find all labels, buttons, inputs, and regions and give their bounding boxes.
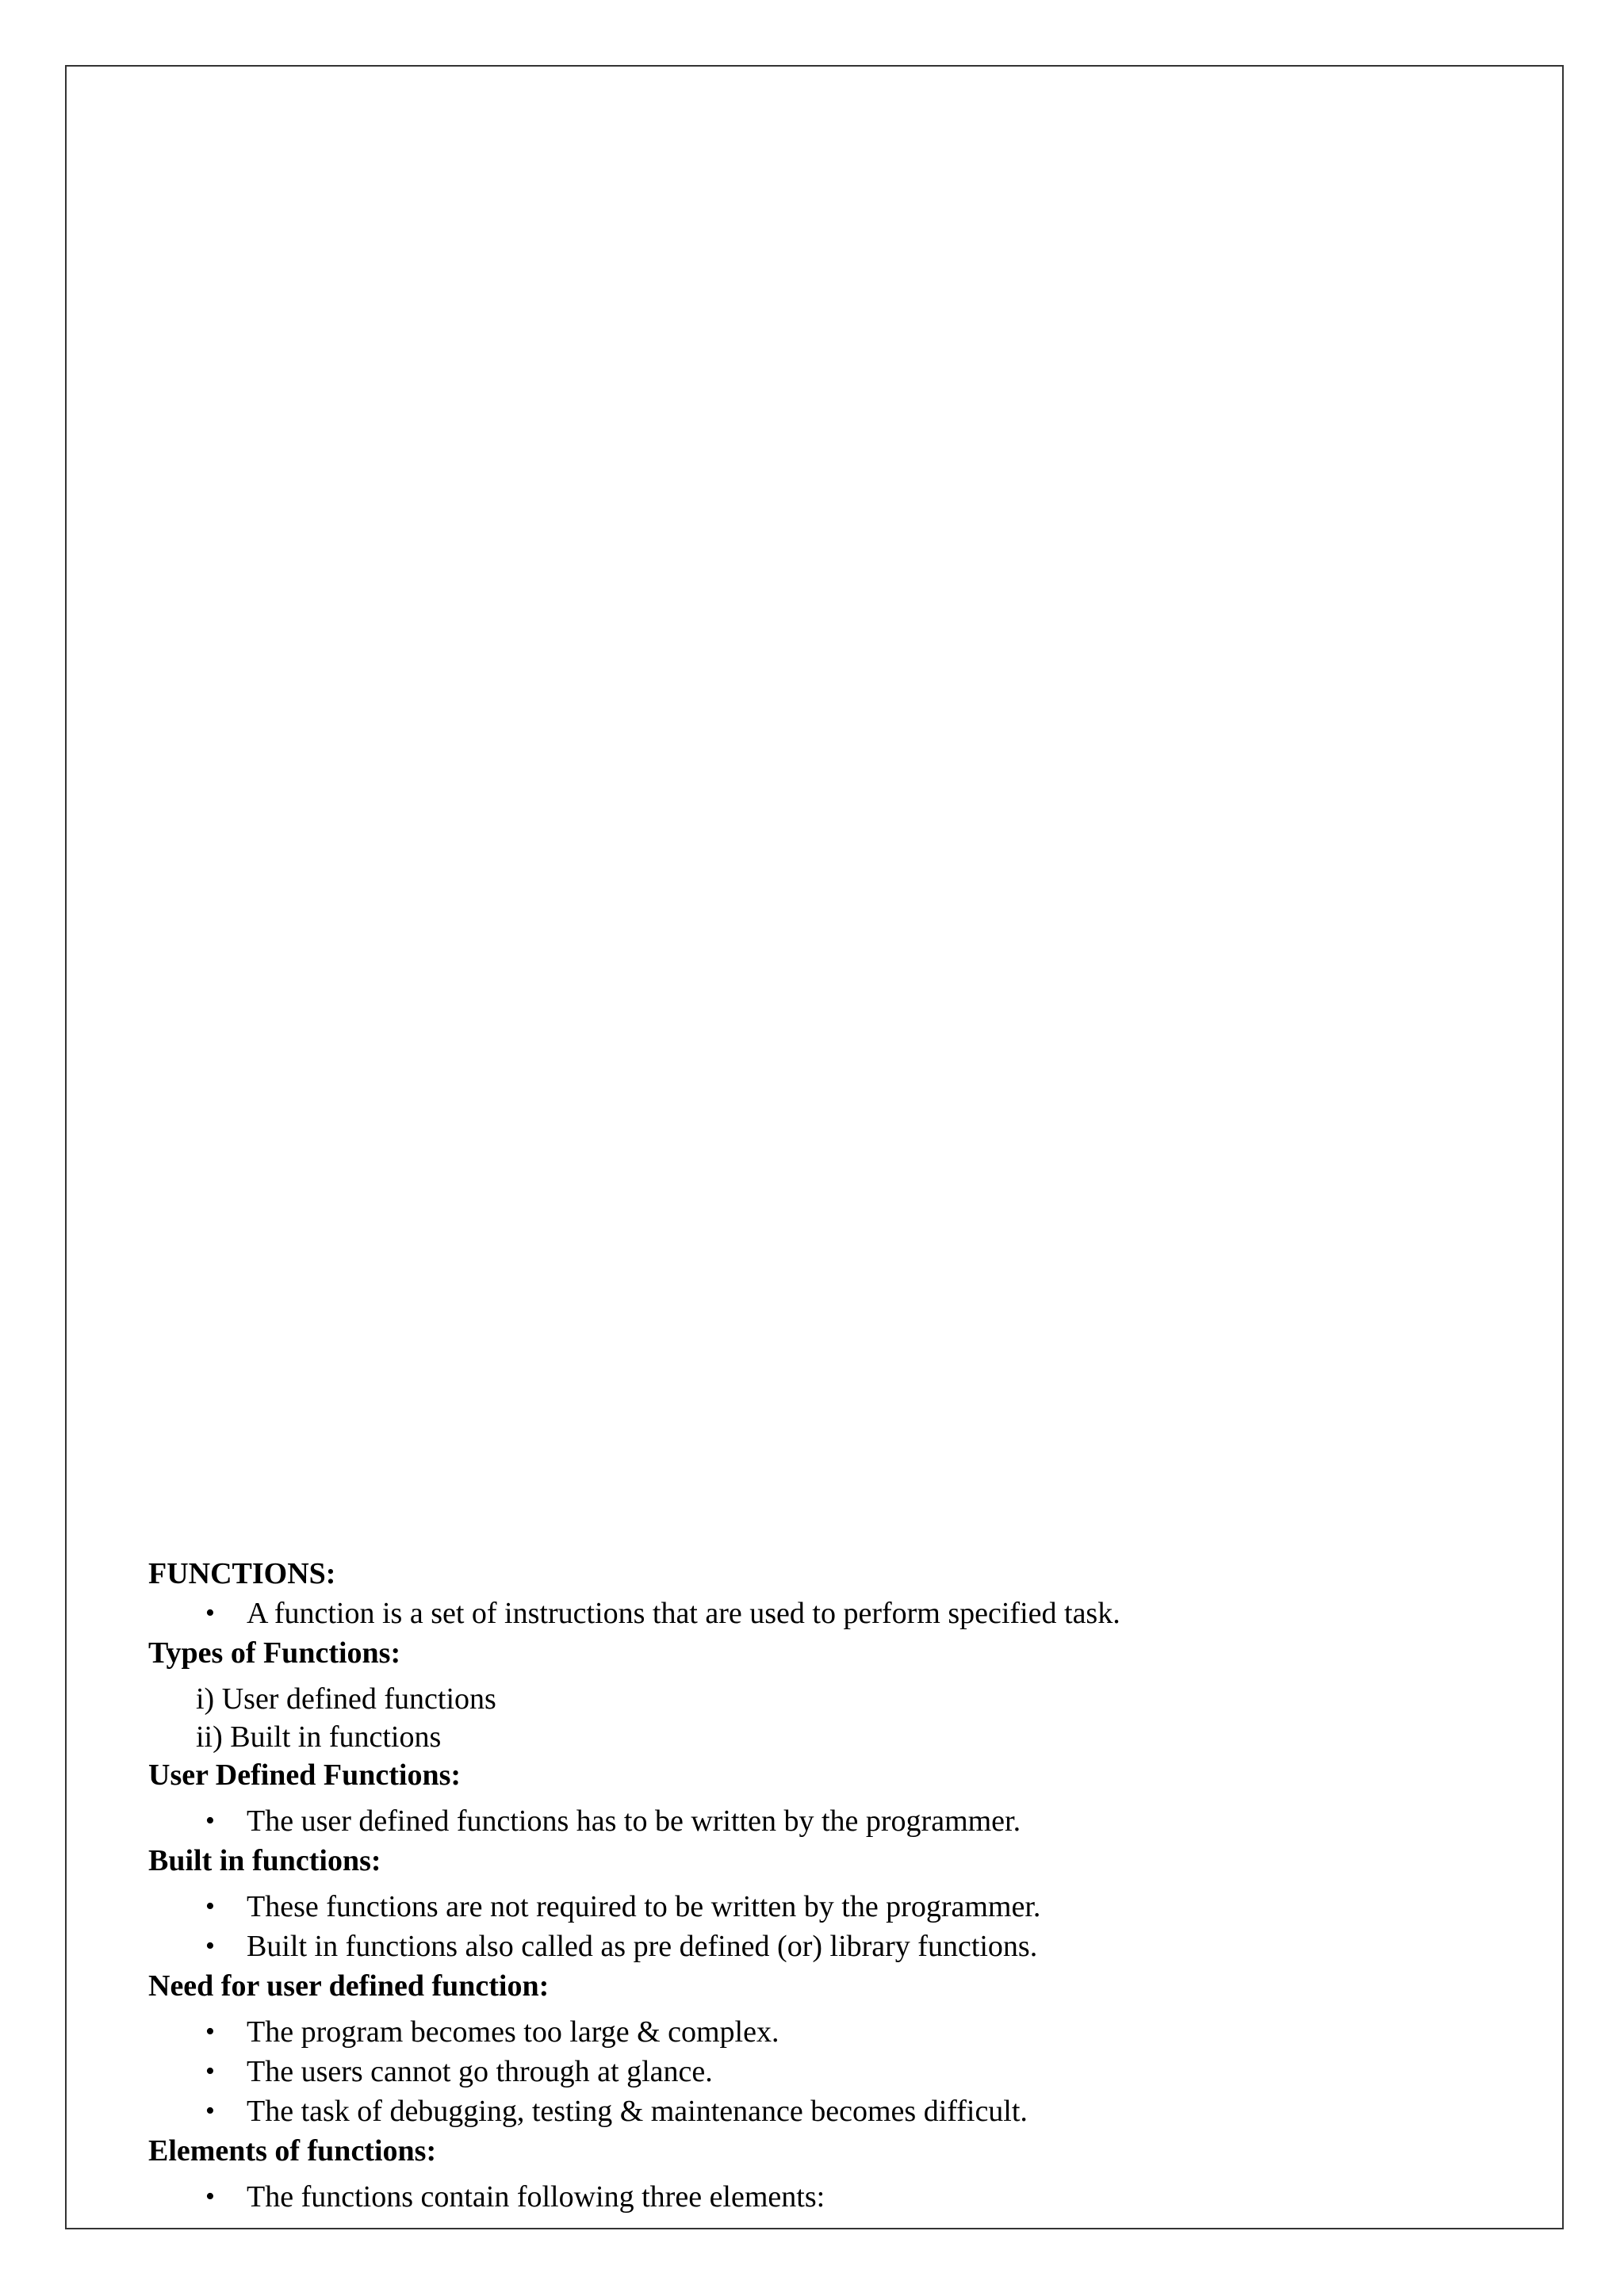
user-defined-bullet-list bbox=[148, 1801, 1496, 1841]
bullet-icon: • bbox=[205, 2096, 215, 2126]
list-item: • The user defined functions has to be written by the programmer. bbox=[148, 1801, 1496, 1841]
list-item: • The program becomes too large & complex. bbox=[148, 2012, 1496, 2052]
heading-types-of-functions: Types of Functions: bbox=[148, 1636, 401, 1670]
bullet-icon: • bbox=[205, 2057, 215, 2086]
heading-user-defined-functions: User Defined Functions: bbox=[148, 1758, 462, 1792]
heading-elements-of-functions: Elements of functions: bbox=[148, 2134, 437, 2168]
functions-bullet-list bbox=[148, 1594, 1496, 1633]
list-item: ii) Built in functions bbox=[196, 1720, 442, 1754]
list-item: • The functions contain following three elements: bbox=[148, 2177, 1496, 2217]
types-list bbox=[148, 1679, 1496, 1755]
bullet-icon: • bbox=[205, 1892, 215, 1921]
bullet-icon: • bbox=[205, 2017, 215, 2046]
bullet-icon: • bbox=[205, 1931, 215, 1961]
bullet-icon: • bbox=[205, 1598, 215, 1628]
document-body bbox=[148, 1554, 1496, 2217]
list-item: • The users cannot go through at glance. bbox=[148, 2052, 1496, 2091]
list-item: • These functions are not required to be written by the programmer. bbox=[148, 1887, 1496, 1927]
heading-functions: FUNCTIONS: bbox=[148, 1557, 336, 1590]
built-in-bullet-list bbox=[148, 1887, 1496, 1966]
list-item: • The task of debugging, testing & maintenance becomes difficult. bbox=[148, 2091, 1496, 2131]
heading-built-in-functions: Built in functions: bbox=[148, 1844, 381, 1877]
need-bullet-list bbox=[148, 2012, 1496, 2131]
bullet-icon: • bbox=[205, 2182, 215, 2211]
elements-bullet-list bbox=[148, 2177, 1496, 2217]
bullet-icon: • bbox=[205, 1806, 215, 1835]
list-item: • A function is a set of instructions that are used to perform specified task. bbox=[148, 1594, 1496, 1633]
list-item: i) User defined functions bbox=[196, 1682, 496, 1716]
heading-need-for-user-defined-function: Need for user defined function: bbox=[148, 1969, 550, 2003]
list-item: • Built in functions also called as pre defined (or) library functions. bbox=[148, 1927, 1496, 1966]
